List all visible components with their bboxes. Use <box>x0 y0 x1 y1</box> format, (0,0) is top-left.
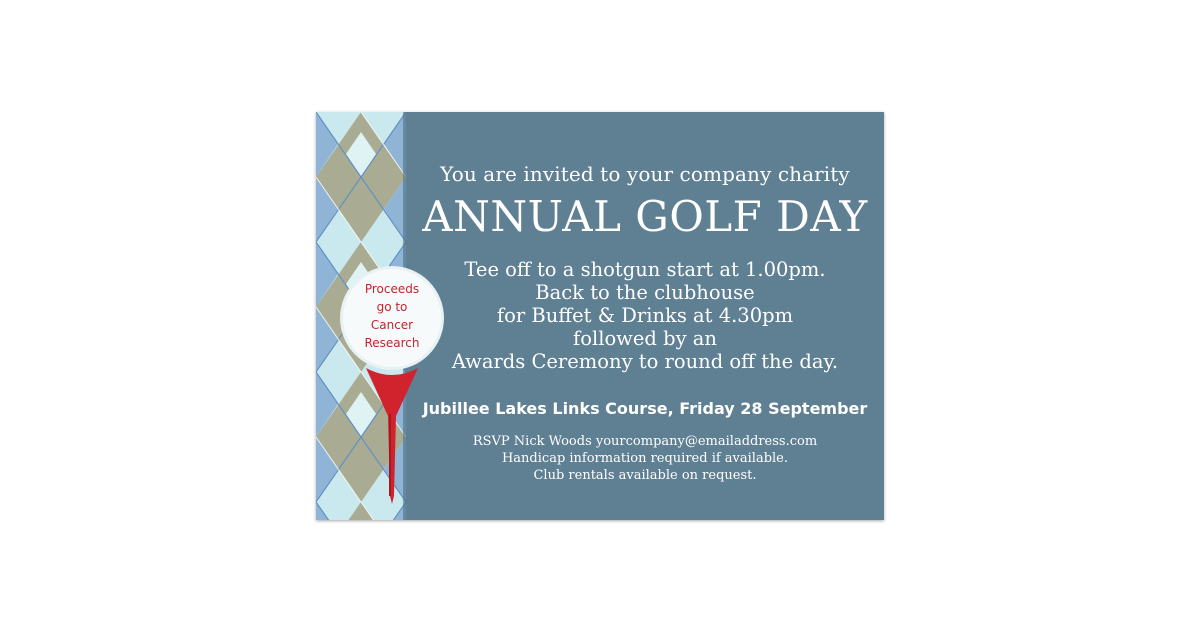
badge-line: Cancer <box>370 318 414 332</box>
badge-line: Proceeds <box>364 282 420 296</box>
invitation-card <box>316 112 884 520</box>
event-title: ANNUAL GOLF DAY <box>422 192 868 241</box>
badge-line: go to <box>376 300 408 314</box>
detail-line: Tee off to a shotgun start at 1.00pm. <box>464 258 826 281</box>
intro-text: You are invited to your company charity <box>440 162 850 186</box>
rsvp-line: Club rentals available on request. <box>533 468 757 483</box>
detail-line: for Buffet & Drinks at 4.30pm <box>496 304 794 327</box>
rsvp-line: RSVP Nick Woods yourcompany@emailaddress.com <box>472 434 818 449</box>
detail-line: Back to the clubhouse <box>535 281 755 304</box>
detail-line: Awards Ceremony to round off the day. <box>451 350 839 373</box>
rsvp-info <box>406 433 884 484</box>
invitation-content <box>406 112 884 520</box>
venue-date: Jubillee Lakes Links Course, Friday 28 September <box>422 399 868 418</box>
rsvp-line: Handicap information required if available. <box>501 451 789 466</box>
detail-line: followed by an <box>573 327 717 350</box>
event-details <box>406 258 884 373</box>
badge-line: Research <box>364 336 420 350</box>
